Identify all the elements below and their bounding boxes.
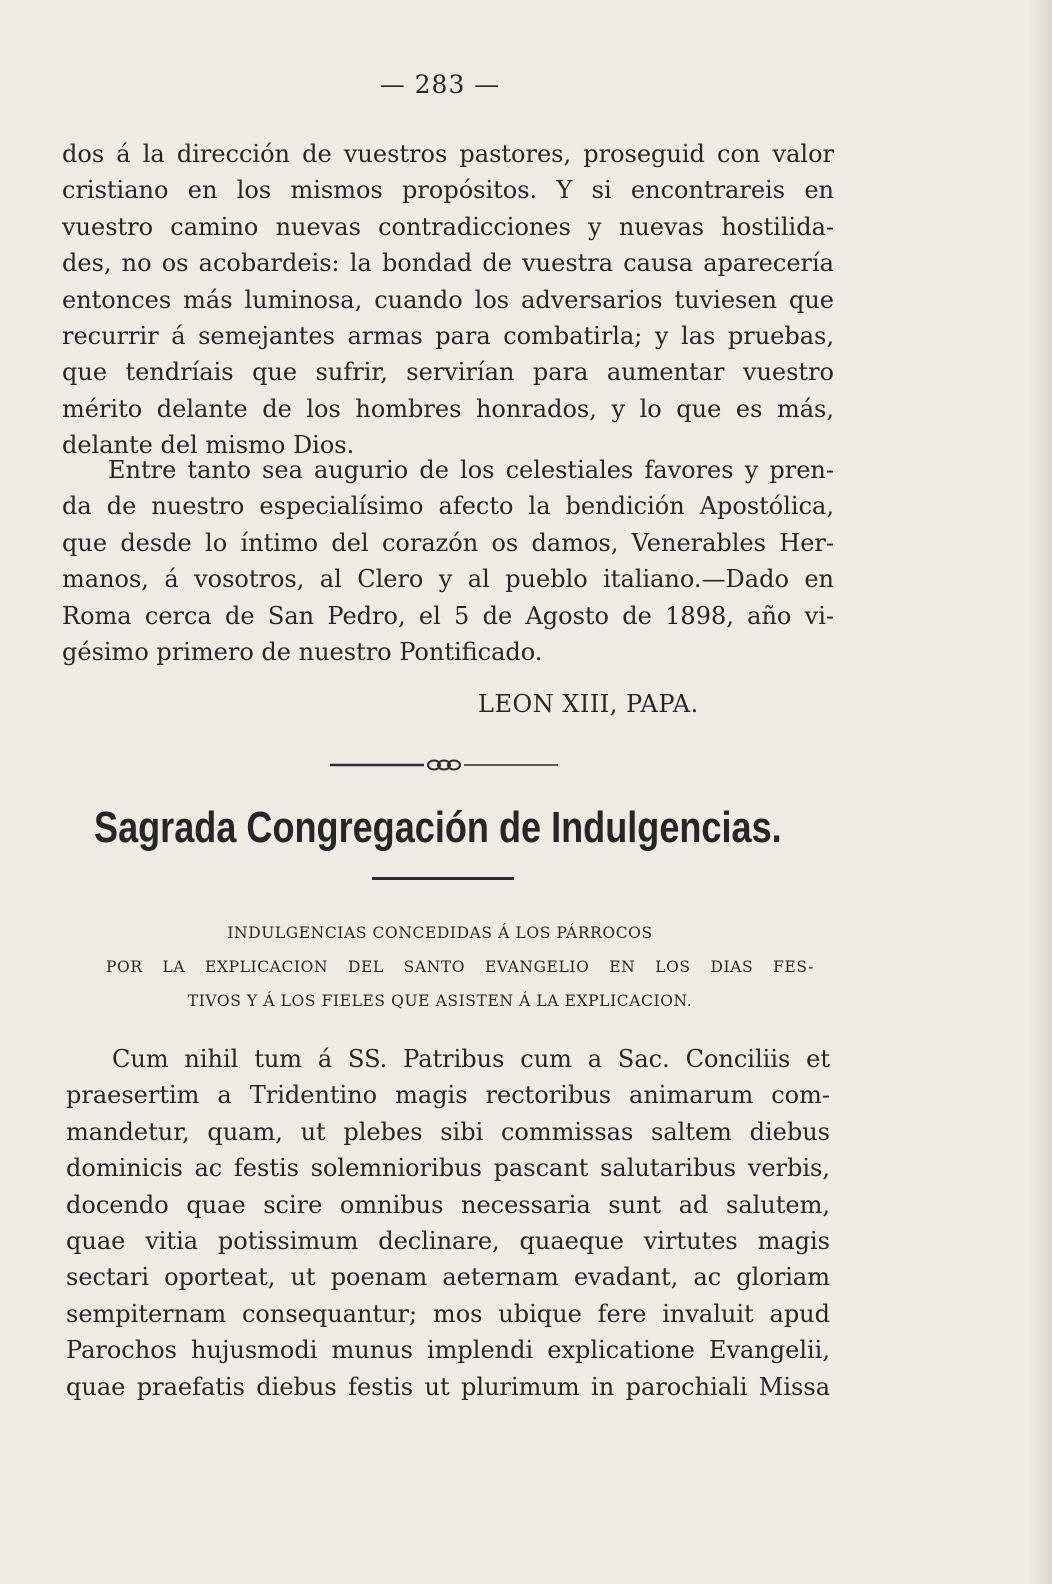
text-line: cristiano en los mismos propósitos. Y si encontrareis en (62, 176, 834, 205)
text-line: quae vitia potissimum declinare, quaeque virtutes magis (66, 1226, 830, 1255)
text-line: sempiternam consequantur; mos ubique fere invaluit apud (66, 1299, 830, 1328)
text-line: que tendríais que sufrir, servirían para aumentar vuestro (62, 358, 834, 387)
page-edge-shadow (1030, 0, 1052, 1584)
signature: LEON XIII, PAPA. (478, 690, 699, 718)
text-line: Parochos hujusmodi munus implendi explicatione Evangelii, (66, 1336, 830, 1365)
subheading-line: POR LA EXPLICACION DEL SANTO EVANGELIO EN LOS DIAS FES- (106, 958, 814, 976)
text-line: recurrir á semejantes armas para combatirla; y las pruebas, (62, 321, 834, 350)
text-line: dominicis ac festis solemnioribus pascant salutaribus verbis, (66, 1154, 830, 1183)
text-line: manos, á vosotros, al Clero y al pueblo italiano.—Dado en (62, 565, 834, 594)
paragraph-encyclical-closing (62, 136, 834, 464)
text-line: entonces más luminosa, cuando los adversarios tuviesen que (62, 285, 834, 314)
page-number: — 283 — (379, 70, 501, 99)
text-line: vuestro camino nuevas contradicciones y nuevas hostilida- (62, 212, 834, 241)
text-line: quae praefatis diebus festis ut plurimum in parochiali Missa (66, 1372, 830, 1401)
text-line: dos á la dirección de vuestros pastores, proseguid con valor (62, 140, 834, 168)
subheading-line: INDULGENCIAS CONCEDIDAS Á LOS PÁRROCOS (227, 924, 653, 942)
ornamental-divider (330, 758, 558, 772)
paragraph-latin-decree (66, 1041, 830, 1405)
text-line: delante del mismo Dios. (62, 431, 355, 460)
text-line: da de nuestro especialísimo afecto la bendición Apostólica, (62, 492, 834, 521)
text-line: Roma cerca de San Pedro, el 5 de Agosto de 1898, año vi- (62, 601, 834, 630)
text-line: mérito delante de los hombres honrados, y lo que es más, (62, 394, 834, 423)
text-line: mandetur, quam, ut plebes sibi commissas saltem diebus (66, 1117, 830, 1146)
text-line: Cum nihil tum á SS. Patribus cum a Sac. Conciliis et (112, 1045, 830, 1073)
text-line: Entre tanto sea augurio de los celestiales favores y pren- (108, 456, 834, 484)
text-line: des, no os acobardeis: la bondad de vuestra causa aparecería (62, 249, 834, 278)
title-underline-rule (372, 877, 514, 880)
subheading-line: TIVOS Y Á LOS FIELES QUE ASISTEN Á LA EXPLICACION. (187, 992, 693, 1010)
text-line: sectari oporteat, ut poenam aeternam evadant, ac gloriam (66, 1263, 830, 1292)
text-line: gésimo primero de nuestro Pontificado. (62, 637, 543, 666)
text-line: que desde lo íntimo del corazón os damos, Venerables Her- (62, 528, 834, 557)
paragraph-blessing (62, 452, 834, 670)
section-title: Sagrada Congregación de Indulgencias. (94, 803, 782, 852)
text-line: praesertim a Tridentino magis rectoribus animarum com- (66, 1081, 830, 1110)
text-line: docendo quae scire omnibus necessaria sunt ad salutem, (66, 1190, 830, 1219)
